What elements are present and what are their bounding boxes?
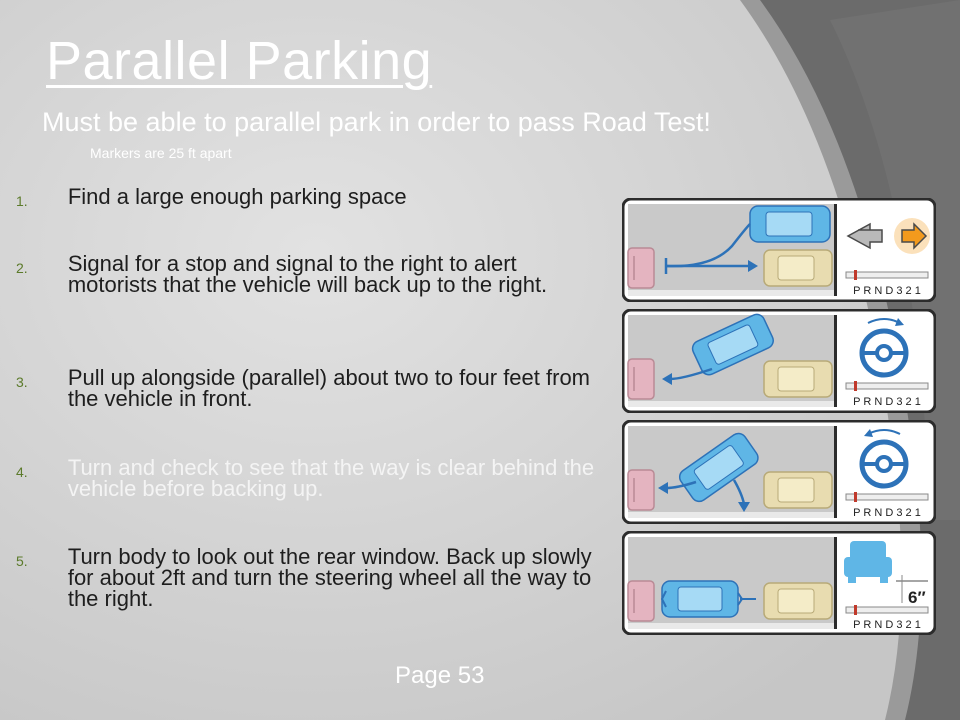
step-text: Signal for a stop and signal to the right to alert motorists that the vehicle will back up to the right. [67, 251, 548, 297]
parking-diagram-step-3 [622, 420, 936, 524]
step-text: Find a large enough parking space [67, 184, 407, 209]
parked-car-front [764, 250, 832, 286]
parked-car-front [764, 361, 832, 397]
gear-label: P R N D 3 2 1 [853, 507, 921, 519]
parked-car-rear [628, 248, 654, 288]
list-item [16, 186, 606, 209]
list-item [16, 546, 606, 609]
gear-label: P R N D 3 2 1 [853, 285, 921, 297]
gear-label: P R N D 3 2 1 [853, 396, 921, 408]
step-number: 1. [16, 193, 28, 209]
step-number: 2. [16, 260, 28, 276]
step-text: Turn body to look out the rear window. Back up slowly for about 2ft and turn the steering wheel all the way to the right. [67, 544, 592, 611]
parked-car-front [764, 583, 832, 619]
step-number: 4. [16, 464, 28, 480]
markers-note: Markers are 25 ft apart [90, 145, 232, 161]
gear-label: P R N D 3 2 1 [853, 619, 921, 631]
driver-car [750, 206, 830, 242]
slide-subtitle: Must be able to parallel park in order to pass Road Test! [42, 107, 711, 137]
step-number: 3. [16, 374, 28, 390]
step-text: Turn and check to see that the way is clear behind the vehicle before backing up. [67, 455, 595, 501]
page-number: Page 53 [395, 662, 485, 689]
parking-diagram-step-2 [622, 309, 936, 413]
parked-car-rear [628, 470, 654, 510]
step-number: 5. [16, 553, 28, 569]
list-item [16, 367, 606, 409]
slide-title: Parallel Parking [46, 31, 433, 91]
parked-car-rear [628, 581, 654, 621]
list-item [16, 457, 606, 499]
driver-car [662, 581, 738, 617]
parking-diagram-step-4 [622, 531, 936, 635]
step-text: Pull up alongside (parallel) about two to four feet from the vehicle in front. [67, 365, 591, 411]
parking-diagram-step-1 [622, 198, 936, 302]
distance-label: 6″ [908, 588, 926, 607]
list-item [16, 253, 606, 295]
parked-car-front [764, 472, 832, 508]
parked-car-rear [628, 359, 654, 399]
